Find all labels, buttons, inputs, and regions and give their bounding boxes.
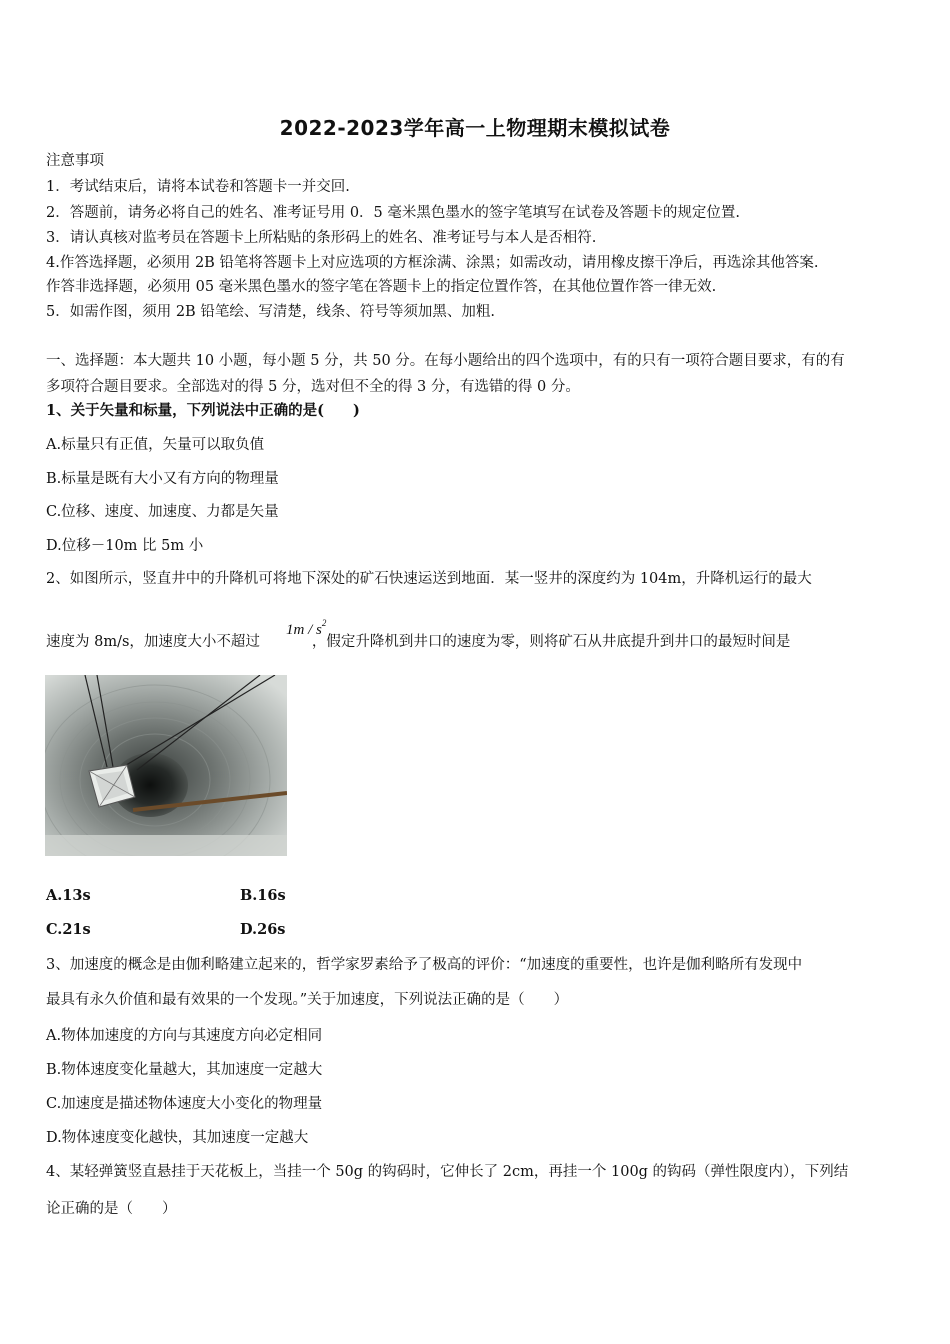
question-3-stem-line: 3、加速度的概念是由伽利略建立起来的，哲学家罗素给予了极高的评价：“加速度的重要性，也许是伽利略所有发现中: [46, 957, 803, 973]
question-4-stem-line: 论正确的是（ ）: [46, 1201, 177, 1217]
notice-heading: 注意事项: [46, 153, 104, 169]
mine-shaft-photo: [45, 675, 287, 856]
notice-item: 1．考试结束后，请将本试卷和答题卡一并交回.: [46, 179, 350, 195]
question-1-option-a: A.标量只有正值，矢量可以取负值: [46, 437, 265, 453]
mine-shaft-illustration: [45, 675, 287, 856]
question-3-option-a: A.物体加速度的方向与其速度方向必定相同: [46, 1028, 323, 1044]
notice-item: 作答非选择题，必须用 05 毫米黑色墨水的签字笔在答题卡上的指定位置作答，在其他位置作答一律无效.: [46, 279, 717, 295]
question-2-option-a: A.13s: [46, 887, 91, 904]
section-intro-line: 一、选择题：本大题共 10 小题，每小题 5 分，共 50 分。在每小题给出的四个选项中，有的只有一项符合题目要求，有的有: [46, 353, 845, 369]
question-2-option-d: D.26s: [240, 921, 286, 938]
question-1-option-d: D.位移－10m 比 5m 小: [46, 538, 204, 554]
notice-item: 4.作答选择题，必须用 2B 铅笔将答题卡上对应选项的方框涂满、涂黑；如需改动，请用橡皮擦干净后，再选涂其他答案.: [46, 255, 819, 271]
question-2-option-c: C.21s: [46, 921, 91, 938]
question-2-stem-line: [46, 632, 790, 652]
question-1-option-c: C.位移、速度、加速度、力都是矢量: [46, 504, 279, 520]
notice-item: 5．如需作图，须用 2B 铅笔绘、写清楚，线条、符号等须加黑、加粗.: [46, 304, 495, 320]
question-1-stem: 1、关于矢量和标量，下列说法中正确的是( ): [46, 402, 360, 419]
question-4-stem-line: 4、某轻弹簧竖直悬挂于天花板上，当挂一个 50g 的钩码时，它伸长了 2cm，再挂一个 100g 的钩码（弹性限度内），下列结: [46, 1164, 849, 1180]
acceleration-formula: $1m / s^2$: [286, 618, 327, 638]
notice-item: 3．请认真核对监考员在答题卡上所粘贴的条形码上的姓名、准考证号与本人是否相符.: [46, 230, 597, 246]
question-3-stem-line: 最具有永久价值和最有效果的一个发现。”关于加速度，下列说法正确的是（ ）: [46, 992, 569, 1008]
question-2-stem-part: 速度为 8m/s，加速度大小不超过: [46, 634, 260, 650]
question-1-option-b: B.标量是既有大小又有方向的物理量: [46, 471, 279, 487]
exam-title: 2022-2023学年高一上物理期末模拟试卷: [279, 116, 671, 140]
question-3-option-d: D.物体速度变化越快，其加速度一定越大: [46, 1130, 309, 1146]
question-3-option-c: C.加速度是描述物体速度大小变化的物理量: [46, 1096, 323, 1112]
notice-item: 2．答题前，请务必将自己的姓名、准考证号用 0．5 毫米黑色墨水的签字笔填写在试卷及答题卡的规定位置.: [46, 205, 740, 221]
question-2-option-b: B.16s: [240, 887, 286, 904]
question-2-stem-line: 2、如图所示，竖直井中的升降机可将地下深处的矿石快速运送到地面．某一竖井的深度约为 104m，升降机运行的最大: [46, 571, 812, 587]
section-intro-line: 多项符合题目要求。全部选对的得 5 分，选对但不全的得 3 分，有选错的得 0 分。: [46, 379, 580, 395]
question-2-stem-part: ，假定升降机到井口的速度为零，则将矿石从井底提升到井口的最短时间是: [311, 634, 791, 650]
question-3-option-b: B.物体速度变化量越大，其加速度一定越大: [46, 1062, 323, 1078]
